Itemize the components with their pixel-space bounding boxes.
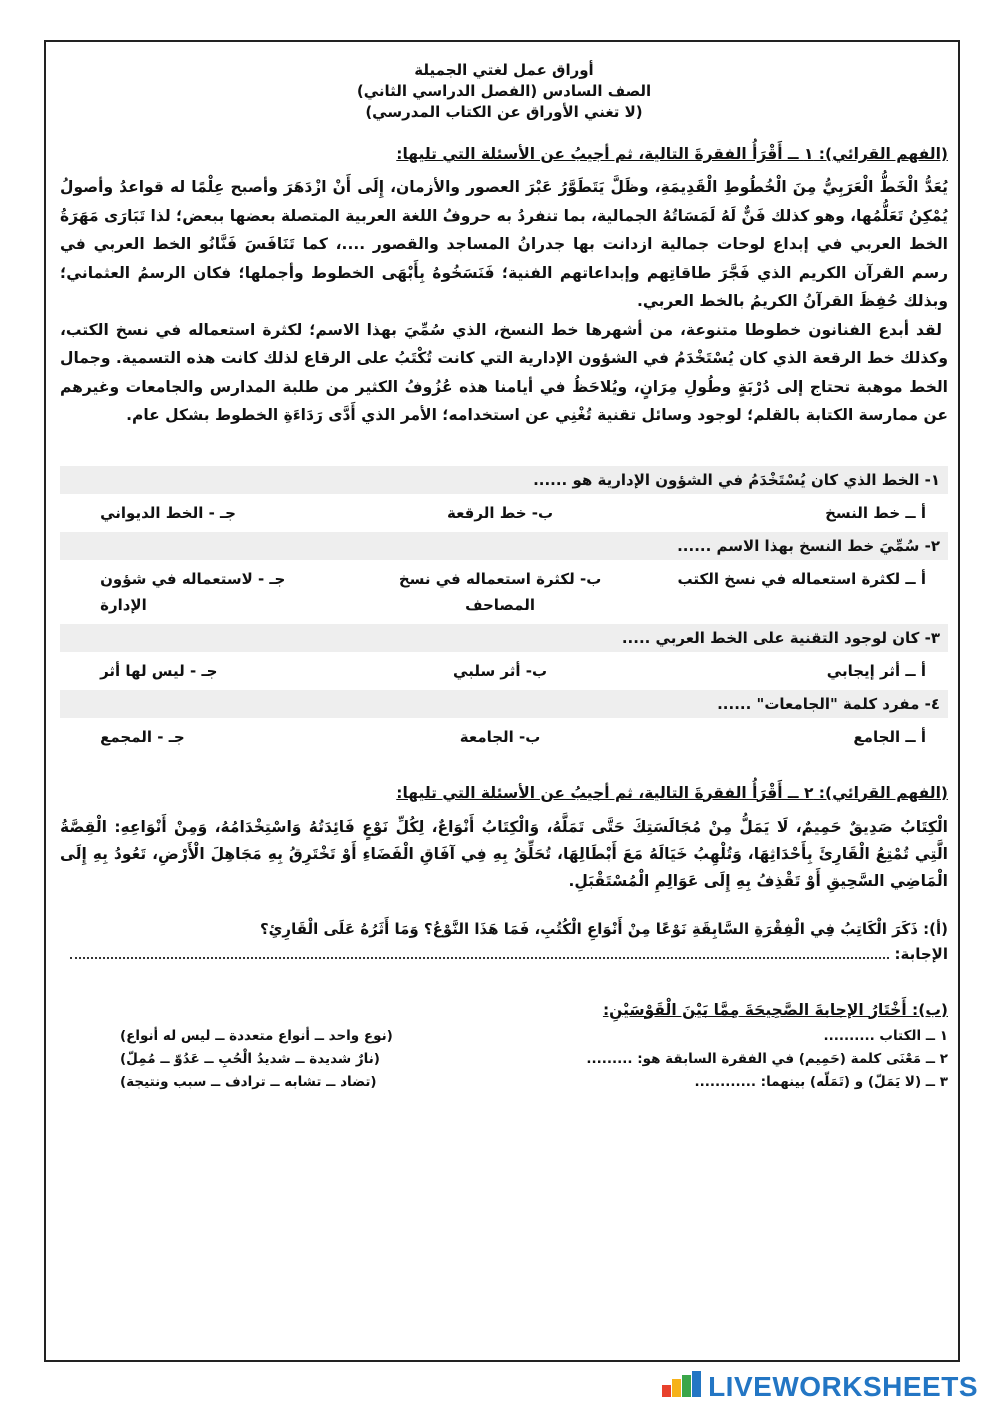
worksheet xyxy=(44,40,960,1362)
liveworksheets-logo-icon xyxy=(662,1373,702,1401)
answer-input[interactable] xyxy=(70,942,889,959)
mcq-options xyxy=(60,566,948,618)
section2 xyxy=(60,784,948,895)
choice-item xyxy=(60,1025,948,1048)
logo-bar xyxy=(682,1375,691,1397)
mcq-option[interactable]: أ ــ أثر إيجابي xyxy=(826,661,926,680)
section2-passage: الْكِتَابُ صَدِيقٌ حَمِيمٌ، لَا يَمَلُّ مِنْ مُجَالَسَتِكَ حَتَّى تَمَلَّهُ، وَالْكِتَابُ أَنْوَاعٌ، لِكُلِّ نَوْعٍ فَائِدَتُهُ وَاسْتِخْدَامُهُ، وَمِنْ أَنْوَاعِهِ: الْقِصَّةُ الَّتِي تُمْتِعُ الْقَارِئَ بِأَحْدَاثِهَا، وَتُلْهِبُ خَيَالَهُ مَعَ أَبْطَالِهَا، تُحَلِّقُ بِهِ فِي آفَاقِ الْفَضَاءِ أَوْ تَخْتَرِقُ بِهِ مَجَاهِلَ الْأَرْضِ، تَعُودُ بِهِ إِلَى الْمَاضِي السَّحِيقِ أَوْ تَقْذِفُ بِهِ إِلَى عَوَالِمِ الْمُسْتَقْبَلِ. xyxy=(60,817,948,890)
choice-item-options: (تضاد ــ تشابه ــ ترادف ــ سبب ونتيجة) xyxy=(120,1073,377,1090)
choice-item-text[interactable]: ١ ــ الكتاب .......... xyxy=(823,1027,948,1044)
choice-item xyxy=(60,1071,948,1094)
mcq-option[interactable]: أ ــ خط النسخ xyxy=(825,503,926,522)
mcq-option[interactable]: جـ - ليس لها أثر xyxy=(100,661,218,680)
logo-bar xyxy=(662,1385,671,1397)
header-note: (لا تغني الأوراق عن الكتاب المدرسي) xyxy=(365,103,643,121)
question-b-title: (ب): أَخْتَارُ الإجابةَ الصَّحِيحَةَ مِمَّا بَيْنَ الْقَوْسَيْنِ: xyxy=(602,1000,948,1019)
question-a-text: (أ): ذَكَرَ الْكَاتِبُ فِي الْفِقْرَةِ السَّابِقَةِ نَوْعًا مِنْ أَنْوَاعِ الْكُتُبِ، فَمَا هَذَا النَّوْعُ؟ وَمَا أَثَرُهُ عَلَى الْقَارِئِ؟ xyxy=(259,919,948,938)
section1-passage xyxy=(60,173,948,430)
mcq-option[interactable]: أ ــ لكثرة استعماله في نسخ الكتب xyxy=(677,569,926,588)
worksheet-header xyxy=(60,60,948,123)
question-b xyxy=(60,1001,948,1094)
choice-item-options: (نارٌ شديدة ــ شديدُ الْحُبِ ــ عَدُوّ ــ مُمِلّ) xyxy=(120,1050,380,1067)
mcq-question: ٢- سُمِّيَ خط النسخ بهذا الاسم ...... xyxy=(60,532,948,560)
mcq-option[interactable]: ب- الجامعة xyxy=(459,727,541,746)
mcq-question: ٤- مفرد كلمة "الجامعات" ...... xyxy=(60,690,948,718)
passage1-paragraph: يُعَدُّ الْخَطُّ الْعَرَبِيُّ مِنَ الْخُطُوطِ الْقَدِيمَةِ، وظَلَّ يَتَطَوَّرُ عَبْرَ العصور والأزمان، إِلَى أَنْ ازْدَهَرَ وأصبح عِلْمًا له قواعدُ وأصولُ يُمْكِنُ تَعَلُّمُها، وهو كذلك فَنٌّ لَهُ لَمَسَاتُهُ الجمالية، بما تنفردُ به حروفُ اللغة العربية المتصلة بعضها ببعض؛ لذا تَبَارَى مَهَرَةُ الخط العربي في إبداع لوحات جمالية ازدانت بها جدرانُ المساجد والقصور ....، كما تَنَافَسَ فَنَّانُو الخط العربي في رسم القرآن الكريم الذي فَجَّرَ طاقاتِهم وإبداعاتهم الفنية؛ فَنَسَخُوهُ بِأَبْهَى الخطوط وأجملها؛ فكان الرسمُ العثماني؛ وبذلك حُفِظَ القرآنُ الكريمُ بالخط العربي. xyxy=(60,178,948,310)
mcq-option[interactable]: ب- خط الرقعة xyxy=(446,503,554,522)
header-grade: الصف السادس (الفصل الدراسي الثاني) xyxy=(356,82,652,100)
section1-title: (الفهم القرائي): ١ ــ أَقْرَأُ الفقرةَ التالية، ثم أجيبُ عن الأسئلة التي تليها: xyxy=(396,145,948,163)
question-a xyxy=(60,917,948,967)
choice-item-text[interactable]: ٢ ــ مَعْنَى كلمة (حَمِيم) في الفقرة السابقة هو: ......... xyxy=(586,1050,948,1067)
mcq-list xyxy=(60,466,948,750)
mcq-option[interactable]: جـ - الخط الديواني xyxy=(100,503,236,522)
mcq-option[interactable]: أ ــ الجامع xyxy=(853,727,926,746)
section2-title: (الفهم القرائي): ٢ ــ أَقْرَأُ الفقرةَ التالية، ثم أجيبُ عن الأسئلة التي تليها: xyxy=(396,783,948,802)
passage1-paragraph: لقد أبدع الفنانون خطوطا متنوعة، من أشهرها خط النسخ، الذي سُمِّيَ بهذا الاسم؛ لكثرة استعماله في نسخ الكتب، وكذلك خط الرقعة الذي كان يُسْتَخْدَمُ في الشؤون الإدارية التي كانت تُكْتَبُ على الرقاع لذلك كانت هذه التسمية. وجمال الخط موهبة تحتاج إلى دُرْبَةٍ وطُولِ مِرَانٍ، ويُلاحَظُ في أيامنا هذه عُزُوفُ الكثير من طلبة المدارس والجامعات وغيرهم عن ممارسة الكتابة بالقلم؛ لوجود وسائل تقنية تُغْنِي عن استخدامه؛ الأمر الذي أَدَّى رَدَاءَةِ الخطوط بشكل عام. xyxy=(60,320,948,424)
logo-bar xyxy=(672,1379,681,1397)
mcq-question: ١- الخط الذي كان يُسْتَخْدَمُ في الشؤون الإدارية هو ...... xyxy=(60,466,948,494)
answer-label: الإجابة: xyxy=(894,944,948,963)
answer-line xyxy=(60,942,948,967)
mcq-options xyxy=(60,658,948,684)
choice-item-text[interactable]: ٣ ــ (لا يَمَلّ) و (تَمَلّه) بينهما: ............ xyxy=(694,1073,948,1090)
mcq-option[interactable]: ب- أثر سلبي xyxy=(453,661,548,680)
choice-item xyxy=(60,1048,948,1071)
mcq-options xyxy=(60,500,948,526)
mcq-question: ٣- كان لوجود التقنية على الخط العربي ..... xyxy=(60,624,948,652)
mcq-option[interactable]: جـ - لاستعماله في شؤون الإدارة xyxy=(100,569,286,614)
mcq-options xyxy=(60,724,948,750)
header-title: أوراق عمل لغتي الجميلة xyxy=(414,61,594,79)
logo-text: LIVEWORKSHEETS xyxy=(708,1371,978,1402)
mcq-option[interactable]: ب- لكثرة استعماله في نسخ المصاحف xyxy=(398,569,602,614)
logo-bar xyxy=(692,1371,701,1397)
mcq-option[interactable]: جـ - المجمع xyxy=(100,727,185,746)
liveworksheets-logo[interactable] xyxy=(662,1371,978,1403)
choice-item-options: (نوع واحد ــ أنواع متعددة ــ ليس له أنواع) xyxy=(120,1027,393,1044)
